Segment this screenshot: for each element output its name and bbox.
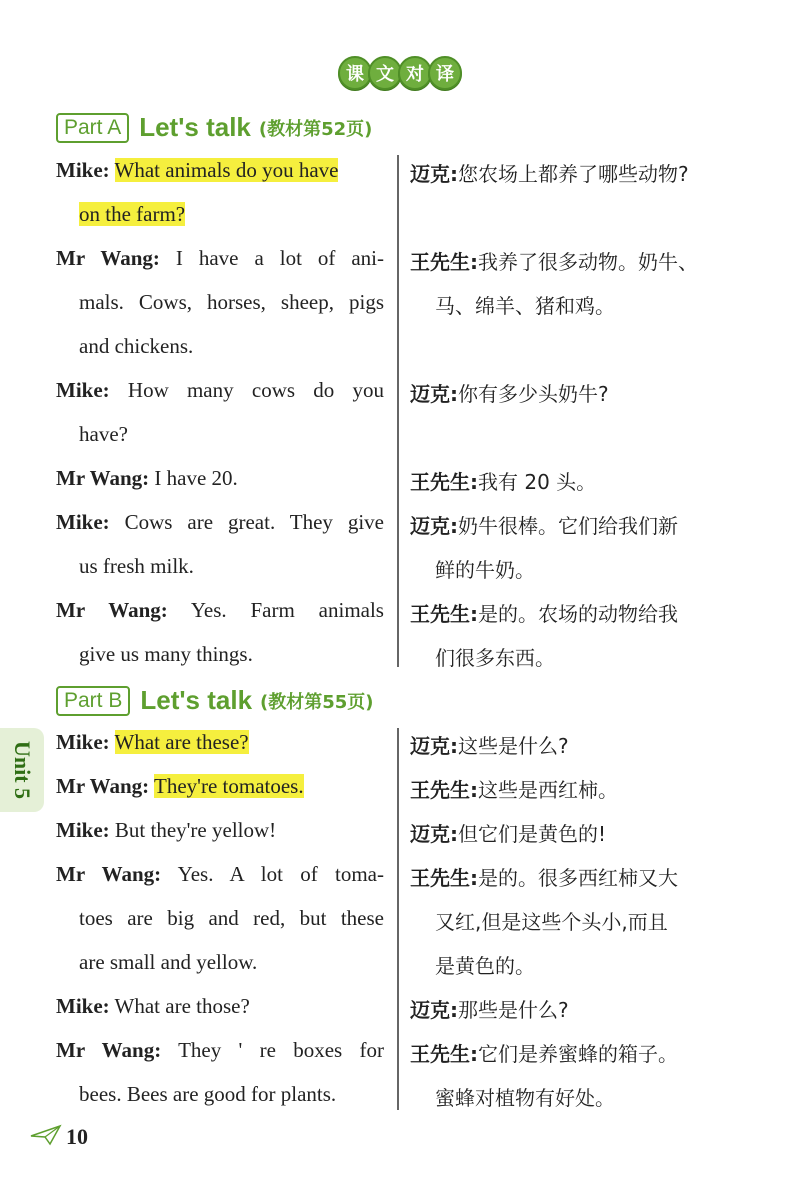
title-char: 课 [338,56,372,90]
translation-line: 蜜蜂对植物有好处。 [435,1086,615,1110]
part-a-ref: (教材第52页) [258,118,373,140]
dialogue-line: toes are big and red, but these [79,906,384,930]
highlight: on the farm? [79,202,186,226]
part-a-title: Let's talk [139,112,251,142]
translation-line: 鲜的牛奶。 [435,558,535,582]
translation-line: 迈克:奶牛很棒。它们给我们新 [410,514,678,538]
highlight: What are these? [114,730,249,754]
dialogue-line: and chickens. [79,334,194,358]
part-b-label: Part B [56,686,130,716]
translation-line: 们很多东西。 [435,646,555,670]
dialogue-line: give us many things. [79,642,253,666]
part-a-header [56,112,372,143]
part-b-ref: (教材第55页) [260,691,374,713]
dialogue-line: Mike: How many cows do you [56,378,385,402]
dialogue-line: Mike: But they're yellow! [56,818,277,842]
translation-line: 王先生:是的。很多西红柿又大 [410,866,678,890]
translation-line: 王先生:是的。农场的动物给我 [410,602,678,626]
section-title [0,56,800,90]
paper-plane-icon [30,1124,62,1146]
highlight: What animals do you have [114,158,339,182]
dialogue-line: Mr Wang: They ' re boxes for [56,1038,384,1062]
dialogue-line: are small and yellow. [79,950,258,974]
dialogue-line: Mr Wang: They're tomatoes. [56,774,304,798]
highlight: They're tomatoes. [154,774,304,798]
translation-line: 王先生:我养了很多动物。奶牛、 [410,250,698,274]
dialogue-line: Mike: What are those? [56,994,250,1018]
dialogue-line: us fresh milk. [79,554,194,578]
unit-label: Unit 5 [10,740,35,800]
translation-line: 迈克:您农场上都养了哪些动物? [410,162,689,186]
title-char: 对 [398,56,432,90]
dialogue-line: Mike: What are these? [56,730,249,754]
translation-line: 马、绵羊、猪和鸡。 [435,294,615,318]
translation-line: 又红,但是这些个头小,而且 [435,910,668,934]
dialogue-line: Mr Wang: Yes. A lot of toma- [56,862,384,886]
part-b-header [56,685,374,716]
translation-line: 迈克:这些是什么? [410,734,569,758]
dialogue-line: Mike: Cows are great. They give [56,510,385,534]
title-char: 译 [428,56,462,90]
dialogue-line: Mike: What animals do you have [56,158,339,182]
column-divider [397,155,399,667]
dialogue-line: Mr Wang: I have a lot of ani- [56,246,384,270]
translation-line: 迈克:你有多少头奶牛? [410,382,609,406]
title-char: 文 [368,56,402,90]
column-divider [397,728,399,1110]
translation-line: 迈克:但它们是黄色的! [410,822,607,846]
part-a-label: Part A [56,113,129,143]
dialogue-line: Mr Wang: Yes. Farm animals [56,598,384,622]
dialogue-line: bees. Bees are good for plants. [79,1082,337,1106]
dialogue-line: Mr Wang: I have 20. [56,466,238,490]
page-number: 10 [66,1124,88,1149]
translation-line: 是黄色的。 [435,954,535,978]
translation-line: 迈克:那些是什么? [410,998,569,1022]
translation-line: 王先生:它们是养蜜蜂的箱子。 [410,1042,678,1066]
dialogue-line: mals. Cows, horses, sheep, pigs [79,290,384,314]
translation-line: 王先生:这些是西红柿。 [410,778,618,802]
part-b-title: Let's talk [140,685,253,715]
dialogue-line [79,202,384,227]
translation-line: 王先生:我有 20 头。 [410,470,597,494]
dialogue-line: have? [79,422,128,446]
